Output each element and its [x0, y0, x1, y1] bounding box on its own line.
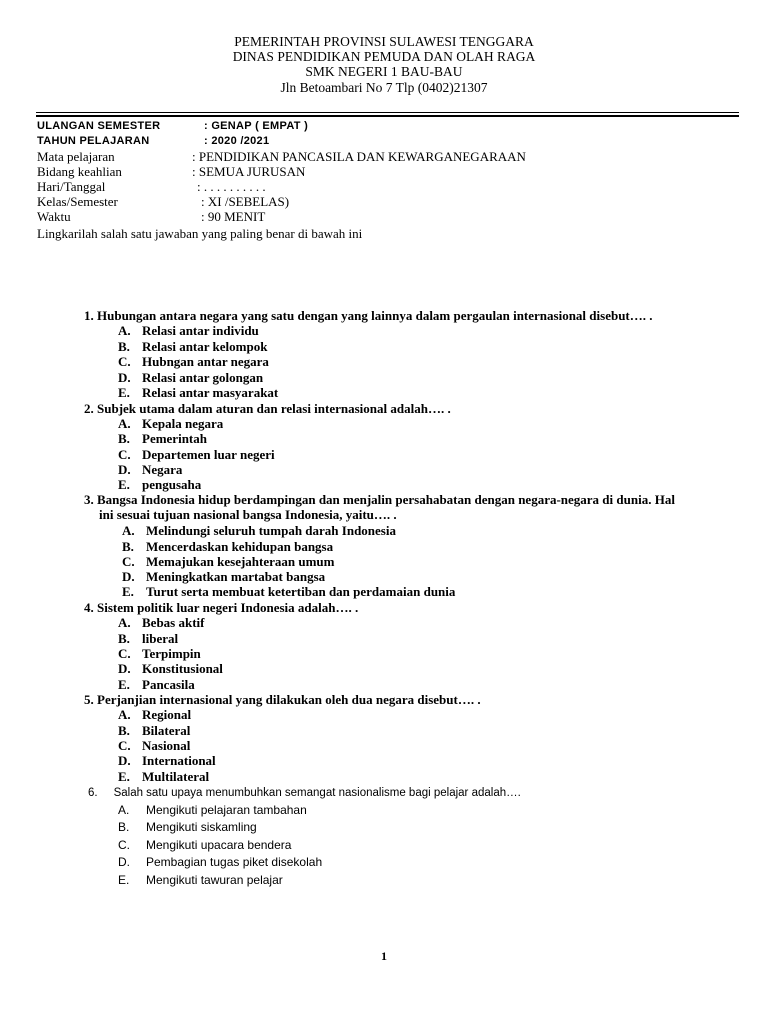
option-letter: A. — [118, 615, 131, 630]
waktu-label: Waktu — [37, 209, 71, 224]
option-letter: C. — [118, 646, 131, 661]
option-6a[interactable] — [118, 803, 307, 818]
option-1c[interactable] — [118, 354, 269, 369]
option-text: Relasi antar masyarakat — [142, 385, 279, 400]
question-5 — [84, 692, 481, 707]
question-text: Subjek utama dalam aturan dan relasi internasional adalah…. . — [97, 401, 451, 416]
header-line-1: PEMERINTAH PROVINSI SULAWESI TENGGARA — [234, 34, 534, 49]
option-3c[interactable] — [122, 554, 335, 569]
question-text: Hubungan antara negara yang satu dengan yang lainnya dalam pergaulan internasional disebut…. . — [97, 308, 653, 323]
option-letter: D. — [118, 370, 131, 385]
option-text: Hubngan antar negara — [142, 354, 269, 369]
option-4c[interactable] — [118, 646, 201, 661]
option-letter: D. — [118, 462, 131, 477]
hari-value: : . . . . . . . . . . — [197, 179, 266, 194]
option-4e[interactable] — [118, 677, 195, 692]
option-text: Terpimpin — [142, 646, 201, 661]
option-letter: E. — [118, 385, 130, 400]
option-2d[interactable] — [118, 462, 182, 477]
option-text: Memajukan kesejahteraan umum — [146, 554, 335, 569]
option-letter: C. — [118, 447, 131, 462]
option-text: Nasional — [142, 738, 191, 753]
option-text: Turut serta membuat ketertiban dan perdamaian dunia — [146, 584, 456, 599]
question-number: 6. — [88, 787, 98, 799]
question-2 — [84, 401, 451, 416]
option-letter: C. — [118, 738, 131, 753]
option-text: Relasi antar kelompok — [142, 339, 268, 354]
option-letter: E. — [118, 477, 130, 492]
option-text: Negara — [142, 462, 183, 477]
question-number: 3. — [84, 492, 94, 507]
bidang-value: : SEMUA JURUSAN — [192, 164, 306, 179]
question-text: Bangsa Indonesia hidup berdampingan dan menjalin persahabatan dengan negara-negara di dunia. Hal — [97, 492, 675, 507]
option-3d[interactable] — [122, 569, 325, 584]
option-text: Konstitusional — [142, 661, 223, 676]
ulangan-value: : GENAP ( EMPAT ) — [204, 120, 309, 132]
question-text: Sistem politik luar negeri Indonesia adalah…. . — [97, 600, 359, 615]
option-text: Relasi antar individu — [142, 323, 259, 338]
option-2a[interactable] — [118, 416, 223, 431]
option-letter: A. — [118, 323, 131, 338]
option-4b[interactable] — [118, 631, 178, 646]
option-letter: A. — [122, 523, 135, 538]
option-1e[interactable] — [118, 385, 278, 400]
header-rule-thin — [36, 112, 739, 113]
option-1a[interactable] — [118, 323, 259, 338]
header-line-2: DINAS PENDIDIKAN PEMUDA DAN OLAH RAGA — [232, 49, 536, 64]
option-text: Bebas aktif — [142, 615, 205, 630]
option-1d[interactable] — [118, 370, 263, 385]
option-3a[interactable] — [122, 523, 396, 538]
option-text: Pembagian tugas piket disekolah — [146, 855, 323, 869]
question-4 — [84, 600, 358, 615]
page-number: 1 — [381, 949, 387, 963]
option-text: Regional — [142, 707, 192, 722]
option-2b[interactable] — [118, 431, 207, 446]
option-2c[interactable] — [118, 447, 275, 462]
option-letter: E. — [118, 769, 130, 784]
question-number: 4. — [84, 600, 94, 615]
option-text: Pemerintah — [142, 431, 207, 446]
option-text: liberal — [142, 631, 179, 646]
option-3e[interactable] — [122, 584, 455, 599]
option-5b[interactable] — [118, 723, 190, 738]
option-4a[interactable] — [118, 615, 204, 630]
option-text: Mengikuti siskamling — [146, 820, 257, 834]
option-text: Mengikuti upacara bendera — [146, 838, 292, 852]
option-text: Multilateral — [142, 769, 210, 784]
option-text: pengusaha — [142, 477, 202, 492]
option-6d[interactable] — [118, 855, 322, 870]
option-letter: E. — [122, 584, 134, 599]
question-text: Salah satu upaya menumbuhkan semangat nasionalisme bagi pelajar adalah…. — [113, 787, 521, 799]
question-6 — [88, 786, 521, 801]
option-text: Mengikuti pelajaran tambahan — [146, 803, 307, 817]
option-2e[interactable] — [118, 477, 201, 492]
kelas-label: Kelas/Semester — [37, 194, 118, 209]
option-letter: D. — [118, 855, 130, 869]
option-6e[interactable] — [118, 873, 283, 888]
option-letter: A. — [118, 416, 131, 431]
option-text: Mencerdaskan kehidupan bangsa — [146, 539, 334, 554]
option-letter: D. — [118, 661, 131, 676]
ulangan-label: ULANGAN SEMESTER — [37, 120, 161, 132]
header-address: Jln Betoambari No 7 Tlp (0402)21307 — [280, 80, 488, 95]
option-letter: D. — [118, 753, 131, 768]
question-3-continued: ini sesuai tujuan nasional bangsa Indonesia, yaitu…. . — [99, 507, 397, 522]
bidang-label: Bidang keahlian — [37, 164, 122, 179]
option-letter: A. — [118, 707, 131, 722]
option-text: Meningkatkan martabat bangsa — [146, 569, 326, 584]
option-letter: C. — [118, 354, 131, 369]
question-text: Perjanjian internasional yang dilakukan oleh dua negara disebut…. . — [97, 692, 481, 707]
option-text: International — [142, 753, 216, 768]
option-6b[interactable] — [118, 820, 257, 835]
option-letter: B. — [118, 631, 130, 646]
option-text: Kepala negara — [142, 416, 224, 431]
option-6c[interactable] — [118, 838, 291, 853]
option-4d[interactable] — [118, 661, 223, 676]
option-letter: B. — [118, 431, 130, 446]
option-text: Relasi antar golongan — [142, 370, 264, 385]
option-text: Mengikuti tawuran pelajar — [146, 873, 283, 887]
option-letter: E. — [118, 677, 130, 692]
option-letter: B. — [118, 820, 130, 834]
option-letter: D. — [122, 569, 135, 584]
option-letter: B. — [118, 339, 130, 354]
header-rule-thick — [36, 115, 739, 117]
option-letter: B. — [118, 723, 130, 738]
question-number: 1. — [84, 308, 94, 323]
option-5a[interactable] — [118, 707, 191, 722]
tahun-label: TAHUN PELAJARAN — [37, 135, 150, 147]
question-3 — [84, 492, 675, 507]
hari-label: Hari/Tanggal — [37, 179, 106, 194]
option-5e[interactable] — [118, 769, 209, 784]
option-1b[interactable] — [118, 339, 267, 354]
option-text: Bilateral — [142, 723, 191, 738]
option-letter: C. — [118, 838, 130, 852]
question-1 — [84, 308, 653, 323]
tahun-value: : 2020 /2021 — [204, 135, 270, 147]
question-number: 2. — [84, 401, 94, 416]
instruction: Lingkarilah salah satu jawaban yang paling benar di bawah ini — [37, 226, 363, 241]
option-letter: A. — [118, 803, 130, 817]
option-3b[interactable] — [122, 539, 333, 554]
waktu-value: : 90 MENIT — [201, 209, 266, 224]
option-text: Melindungi seluruh tumpah darah Indonesia — [146, 523, 396, 538]
option-text: Pancasila — [142, 677, 195, 692]
mapel-value: : PENDIDIKAN PANCASILA DAN KEWARGANEGARAAN — [192, 149, 526, 164]
option-text: Departemen luar negeri — [142, 447, 275, 462]
mapel-label: Mata pelajaran — [37, 149, 115, 164]
option-letter: B. — [122, 539, 134, 554]
option-5d[interactable] — [118, 753, 216, 768]
option-letter: C. — [122, 554, 135, 569]
kelas-value: : XI /SEBELAS) — [201, 194, 290, 209]
header-line-3: SMK NEGERI 1 BAU-BAU — [305, 64, 463, 79]
question-number: 5. — [84, 692, 94, 707]
option-5c[interactable] — [118, 738, 190, 753]
option-letter: E. — [118, 873, 130, 887]
